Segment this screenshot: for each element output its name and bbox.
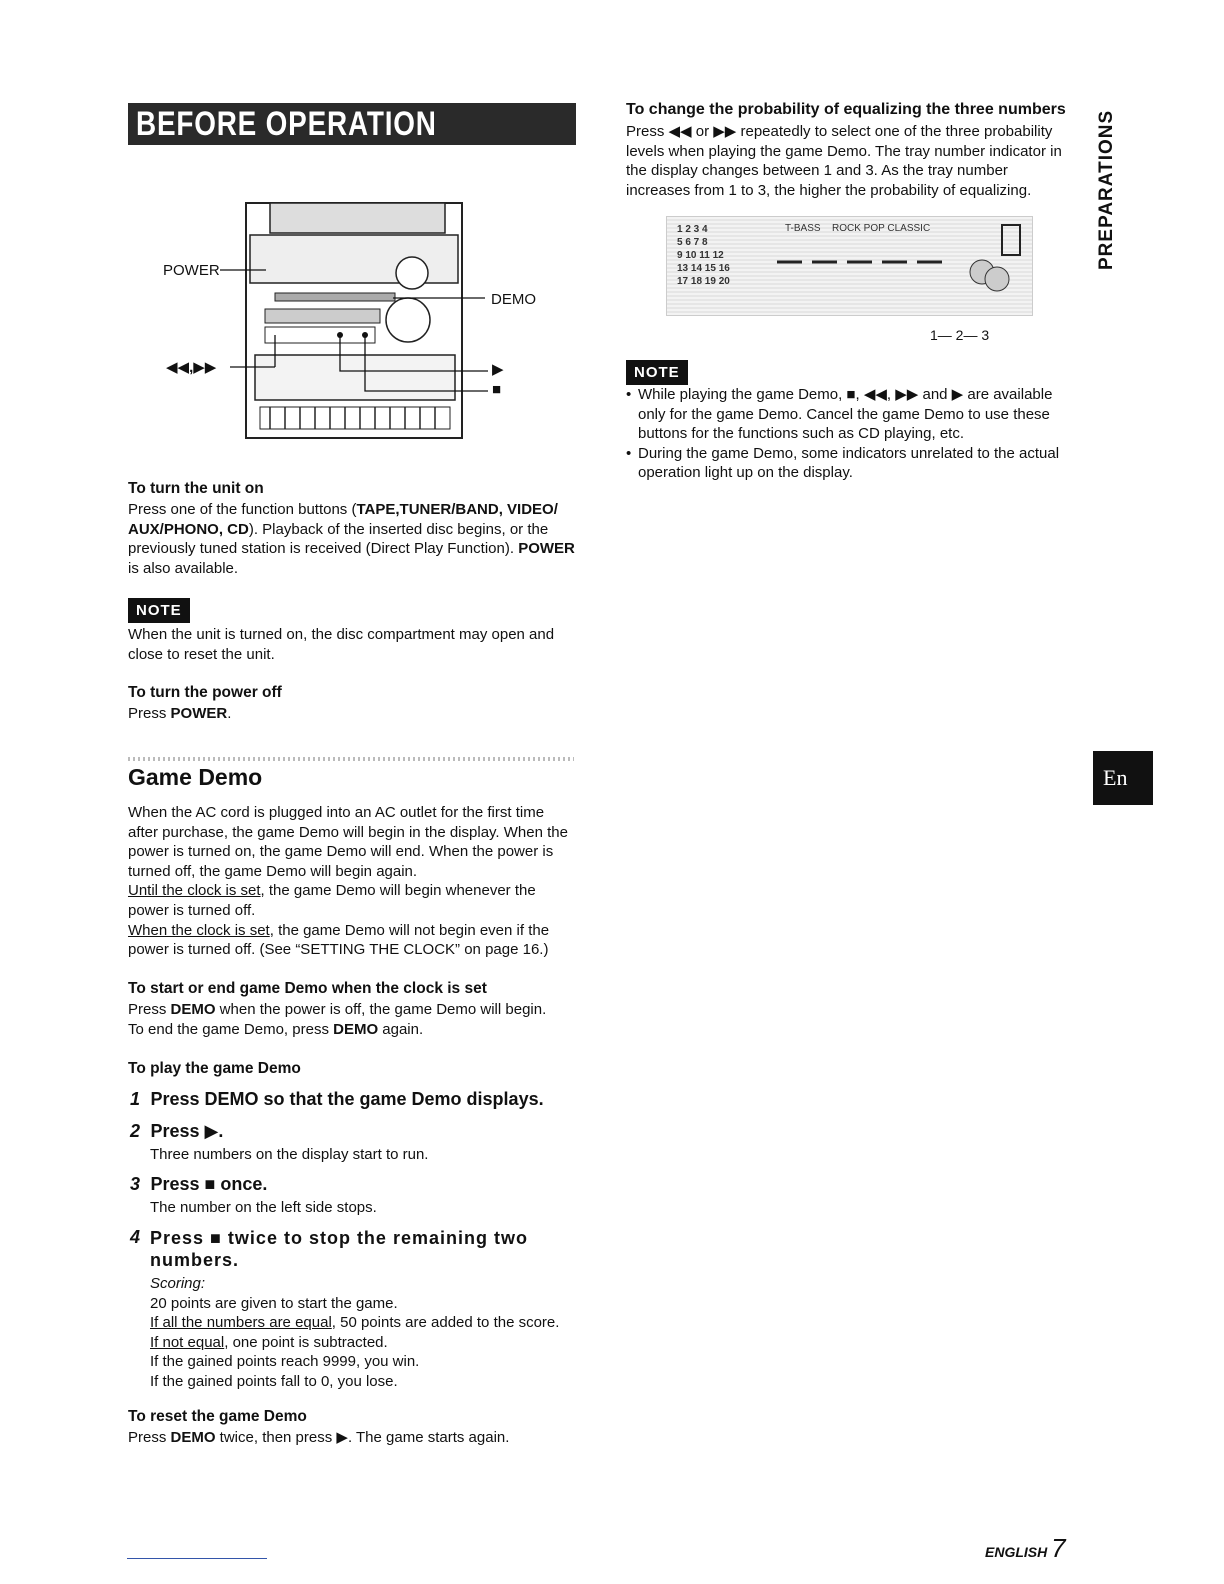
- step-3-desc: The number on the left side stops.: [150, 1199, 377, 1216]
- reset-text: Press DEMO twice, then press ▶. The game starts again.: [128, 1429, 510, 1446]
- note-badge: NOTE: [128, 598, 190, 623]
- tray-numbers: 1 2 3 4 5 6 7 8 9 10 11 12 13 14 15 16 17 18 19 20: [677, 224, 730, 287]
- stop-label: ■: [492, 381, 502, 398]
- reset-heading: To reset the game Demo: [128, 1408, 307, 1425]
- eq-indicator: ROCK POP CLASSIC: [832, 223, 931, 234]
- note-badge-2: NOTE: [626, 360, 688, 385]
- play-label: ▶: [492, 361, 504, 378]
- note-item: • During the game Demo, some indicators unrelated to the actual operation light up on the display.: [626, 444, 1076, 483]
- section-banner: BEFORE OPERATION: [128, 103, 576, 145]
- scoring-block: Scoring: 20 points are given to start the game. If all the numbers are equal, 50 points are added to the score. If not equal, one point is subtracted. If the gained points reach 9999, you win. If the gained points fall to 0, you lose.: [150, 1275, 560, 1390]
- step-3: 3 Press ■ once.: [130, 1174, 268, 1194]
- turn-off-text: Press POWER.: [128, 705, 232, 722]
- skip-buttons-label: ◀◀,▶▶: [166, 359, 217, 376]
- note-text: When the unit is turned on, the disc compartment may open and close to reset the unit.: [128, 626, 555, 663]
- note-item: • While playing the game Demo, ■, ◀◀, ▶▶ and ▶ are available only for the game Demo. Cancel the game Demo to use these buttons for the functions such as CD playing, etc.: [626, 385, 1076, 444]
- probability-heading: To change the probability of equalizing the three numbers: [626, 101, 1066, 118]
- start-end-heading: To start or end game Demo when the clock is set: [128, 980, 487, 997]
- power-label: POWER: [163, 262, 220, 279]
- probability-text: Press ◀◀ or ▶▶ repeatedly to select one of the three probability levels when playing the game Demo. The tray number indicator in the display changes between 1 and 3. As the tray number increases from 1 to 3, the higher the probability of equalizing.: [626, 123, 1062, 199]
- language-tab: En: [1093, 751, 1153, 805]
- turn-off-heading: To turn the power off: [128, 684, 282, 701]
- demo-label: DEMO: [491, 291, 536, 308]
- play-heading: To play the game Demo: [128, 1060, 301, 1077]
- note-list: [626, 385, 1076, 483]
- tray-scale: 1— 2— 3: [930, 327, 990, 343]
- display-panel: [666, 216, 1033, 316]
- turn-on-text: Press one of the function buttons (TAPE,TUNER/BAND, VIDEO/ AUX/PHONO, CD). Playback of the inserted disc begins, or the previously tuned station is received (Direct Play Function). POWER is also available.: [128, 501, 575, 577]
- tbass-indicator: T-BASS: [785, 223, 821, 234]
- bottom-rule: [127, 1558, 267, 1559]
- page-footer: ENGLISH 7: [985, 1533, 1066, 1563]
- display-segments: [667, 217, 1032, 315]
- start-end-text: Press DEMO when the power is off, the game Demo will begin. To end the game Demo, press DEMO again.: [128, 1001, 547, 1038]
- step-2: 2 Press ▶.: [130, 1121, 224, 1141]
- section-divider: [128, 757, 574, 761]
- game-demo-title: Game Demo: [128, 764, 263, 790]
- turn-on-heading: To turn the unit on: [128, 480, 264, 497]
- stereo-illustration: [140, 195, 560, 445]
- step-2-desc: Three numbers on the display start to run.: [150, 1146, 429, 1163]
- side-tab-preparations: PREPARATIONS: [1096, 109, 1117, 270]
- step-1: 1 Press DEMO so that the game Demo displays.: [130, 1089, 544, 1109]
- step-4: 4 Press ■ twice to stop the remaining two numbers.: [130, 1227, 528, 1270]
- game-demo-text: When the AC cord is plugged into an AC outlet for the first time after purchase, the game Demo will begin in the display. When the power is turned on, the game Demo will end. When the power is turned off, the game Demo will begin again. Until the clock is set, the game Demo will begin whenever the power is turned off. When the clock is set, the game Demo will not begin even if the power is turned off. (See “SETTING THE CLOCK” on page 16.): [128, 804, 568, 959]
